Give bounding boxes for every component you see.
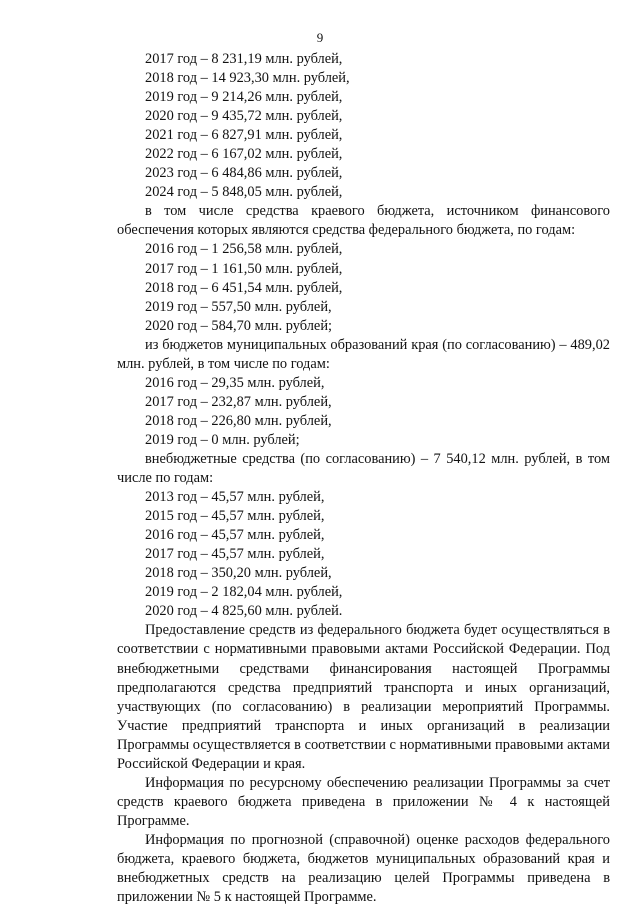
municipal-year-line: 2019 год – 0 млн. рублей; [145,431,300,448]
municipal-year-line: 2016 год – 29,35 млн. рублей, [145,374,325,391]
budget-year-line: 2018 год – 14 923,30 млн. рублей, [145,70,350,87]
page-number: 9 [316,30,324,45]
budget-year-line: 2019 год – 9 214,26 млн. рублей, [145,89,343,106]
budget-year-line: 2022 год – 6 167,02 млн. рублей, [145,146,343,163]
municipal-funds-intro: из бюджетов муниципальных образований края (по согласованию) – 489,02 млн. рублей, в том числе по годам: [117,336,610,372]
federal-year-line: 2020 год – 584,70 млн. рублей; [145,317,333,334]
federal-year-line: 2017 год – 1 161,50 млн. рублей, [145,260,343,277]
extrabudget-year-line: 2018 год – 350,20 млн. рублей, [145,565,332,582]
extrabudget-year-line: 2020 год – 4 825,60 млн. рублей. [145,603,343,620]
municipal-year-line: 2017 год – 232,87 млн. рублей, [145,393,332,410]
budget-year-line: 2024 год – 5 848,05 млн. рублей, [145,184,343,201]
federal-year-line: 2016 год – 1 256,58 млн. рублей, [145,241,343,258]
extrabudget-year-line: 2015 год – 45,57 млн. рублей, [145,508,325,525]
budget-year-line: 2020 год – 9 435,72 млн. рублей, [145,108,343,125]
federal-year-line: 2018 год – 6 451,54 млн. рублей, [145,279,343,296]
federal-year-line: 2019 год – 557,50 млн. рублей, [145,298,332,315]
extrabudget-year-line: 2013 год – 45,57 млн. рублей, [145,489,325,506]
budget-year-line: 2023 год – 6 484,86 млн. рублей, [145,165,343,182]
extrabudget-year-line: 2019 год – 2 182,04 млн. рублей, [145,584,343,601]
resource-info-paragraph: Информация по ресурсному обеспечению реализации Программы за счет средств краевого бюджета приведена в приложении № 4 к настоящей Программе. [117,774,610,829]
federal-funds-intro: в том числе средства краевого бюджета, источником финансового обеспечения которых являются средства федерального бюджета, по годам: [117,203,610,239]
budget-year-line: 2017 год – 8 231,19 млн. рублей, [145,51,343,67]
municipal-year-line: 2018 год – 226,80 млн. рублей, [145,412,332,429]
forecast-info-paragraph: Информация по прогнозной (справочной) оценке расходов федерального бюджета, краевого бюджета, бюджетов муниципальных образований края и внебюджетных средств на реализацию целей Программы приведена в приложении № 5 к настоящей Программе. [117,831,610,906]
extrabudget-year-line: 2016 год – 45,57 млн. рублей, [145,527,325,544]
document-body [117,50,610,907]
federal-provision-paragraph: Предоставление средств из федерального бюджета будет осуществляться в соответствии с нормативными правовыми актами Российской Федерации. Под внебюджетными средствами финансирования настоящей Программы предполагаются средства предприятий транспорта и иных организаций, участвующих (по согласованию) в реализации мероприятий Программы. Участие предприятий транспорта и иных организаций в реализации Программы осуществляется в соответствии с нормативными правовыми актами Российской Федерации и края. [117,622,610,772]
extrabudget-year-line: 2017 год – 45,57 млн. рублей, [145,546,325,563]
budget-year-line: 2021 год – 6 827,91 млн. рублей, [145,127,343,144]
extrabudget-funds-intro: внебюджетные средства (по согласованию) – 7 540,12 млн. рублей, в том числе по годам: [117,450,610,487]
